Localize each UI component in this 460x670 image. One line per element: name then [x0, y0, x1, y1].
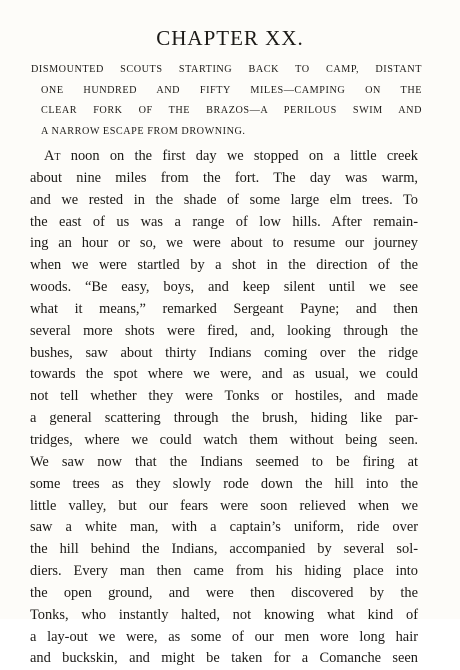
- body-line: and we rested in the shade of some large elm trees. To: [30, 191, 418, 208]
- body-line: not tell whether they were Tonks or hostiles, and made: [30, 388, 418, 405]
- body-line: a lay-out we were, as some of our men wore long hair: [30, 628, 418, 645]
- body-text: [30, 146, 418, 670]
- body-line: ing an hour or so, we were about to resume our journey: [30, 235, 418, 252]
- body-line: the open ground, and were then discovered by the: [30, 584, 418, 601]
- body-line: saw a white man, with a captain’s uniform, ride over: [30, 519, 418, 536]
- body-line: diers. Every man then came from his hiding place into: [30, 563, 418, 580]
- body-line: several more shots were fired, and, looking through the: [30, 322, 418, 339]
- body-line: [30, 146, 418, 168]
- body-line: tridges, where we could watch them without being seen.: [30, 431, 418, 448]
- body-line: the hill behind the Indians, accompanied by several sol-: [30, 541, 418, 558]
- body-line: bushes, saw about thirty Indians coming over the ridge: [30, 344, 418, 361]
- chapter-title: CHAPTER XX.: [156, 26, 304, 50]
- body-line: We saw now that the Indians seemed to be firing at: [30, 453, 418, 470]
- summary-line: ONE HUNDRED AND FIFTY MILES—CAMPING ON THE: [41, 84, 422, 96]
- body-line: the east of us was a range of low hills. After remain-: [30, 213, 418, 230]
- chapter-summary: [31, 60, 422, 142]
- body-line: what it means,” remarked Sergeant Payne; and then: [30, 300, 418, 317]
- body-line: about nine miles from the fort. The day was warm,: [30, 169, 418, 186]
- summary-line: CLEAR FORK OF THE BRAZOS—A PERILOUS SWIM AND: [41, 105, 422, 116]
- summary-line: A NARROW ESCAPE FROM DROWNING.: [41, 125, 246, 137]
- body-line: a general scattering through the brush, hiding like par-: [30, 410, 418, 427]
- body-line-text: noon on the first day we stopped on a little creek: [60, 148, 418, 164]
- body-line: Tonks, who instantly halted, not knowing what kind of: [30, 606, 418, 623]
- body-line: towards the spot where we were, and as usual, we could: [30, 366, 418, 383]
- body-line: some trees as they slowly rode down the hill into the: [30, 475, 418, 492]
- body-line: little valley, but our fears were soon relieved when we: [30, 497, 418, 514]
- summary-line: DISMOUNTED SCOUTS STARTING BACK TO CAMP, DISTANT: [31, 64, 422, 75]
- body-line: and buckskin, and might be taken for a Comanche seen: [30, 650, 418, 667]
- body-line: when we were startled by a shot in the direction of the: [30, 257, 418, 274]
- body-line: woods. “Be easy, boys, and keep silent until we see: [30, 279, 418, 296]
- drop-word: At: [44, 148, 61, 164]
